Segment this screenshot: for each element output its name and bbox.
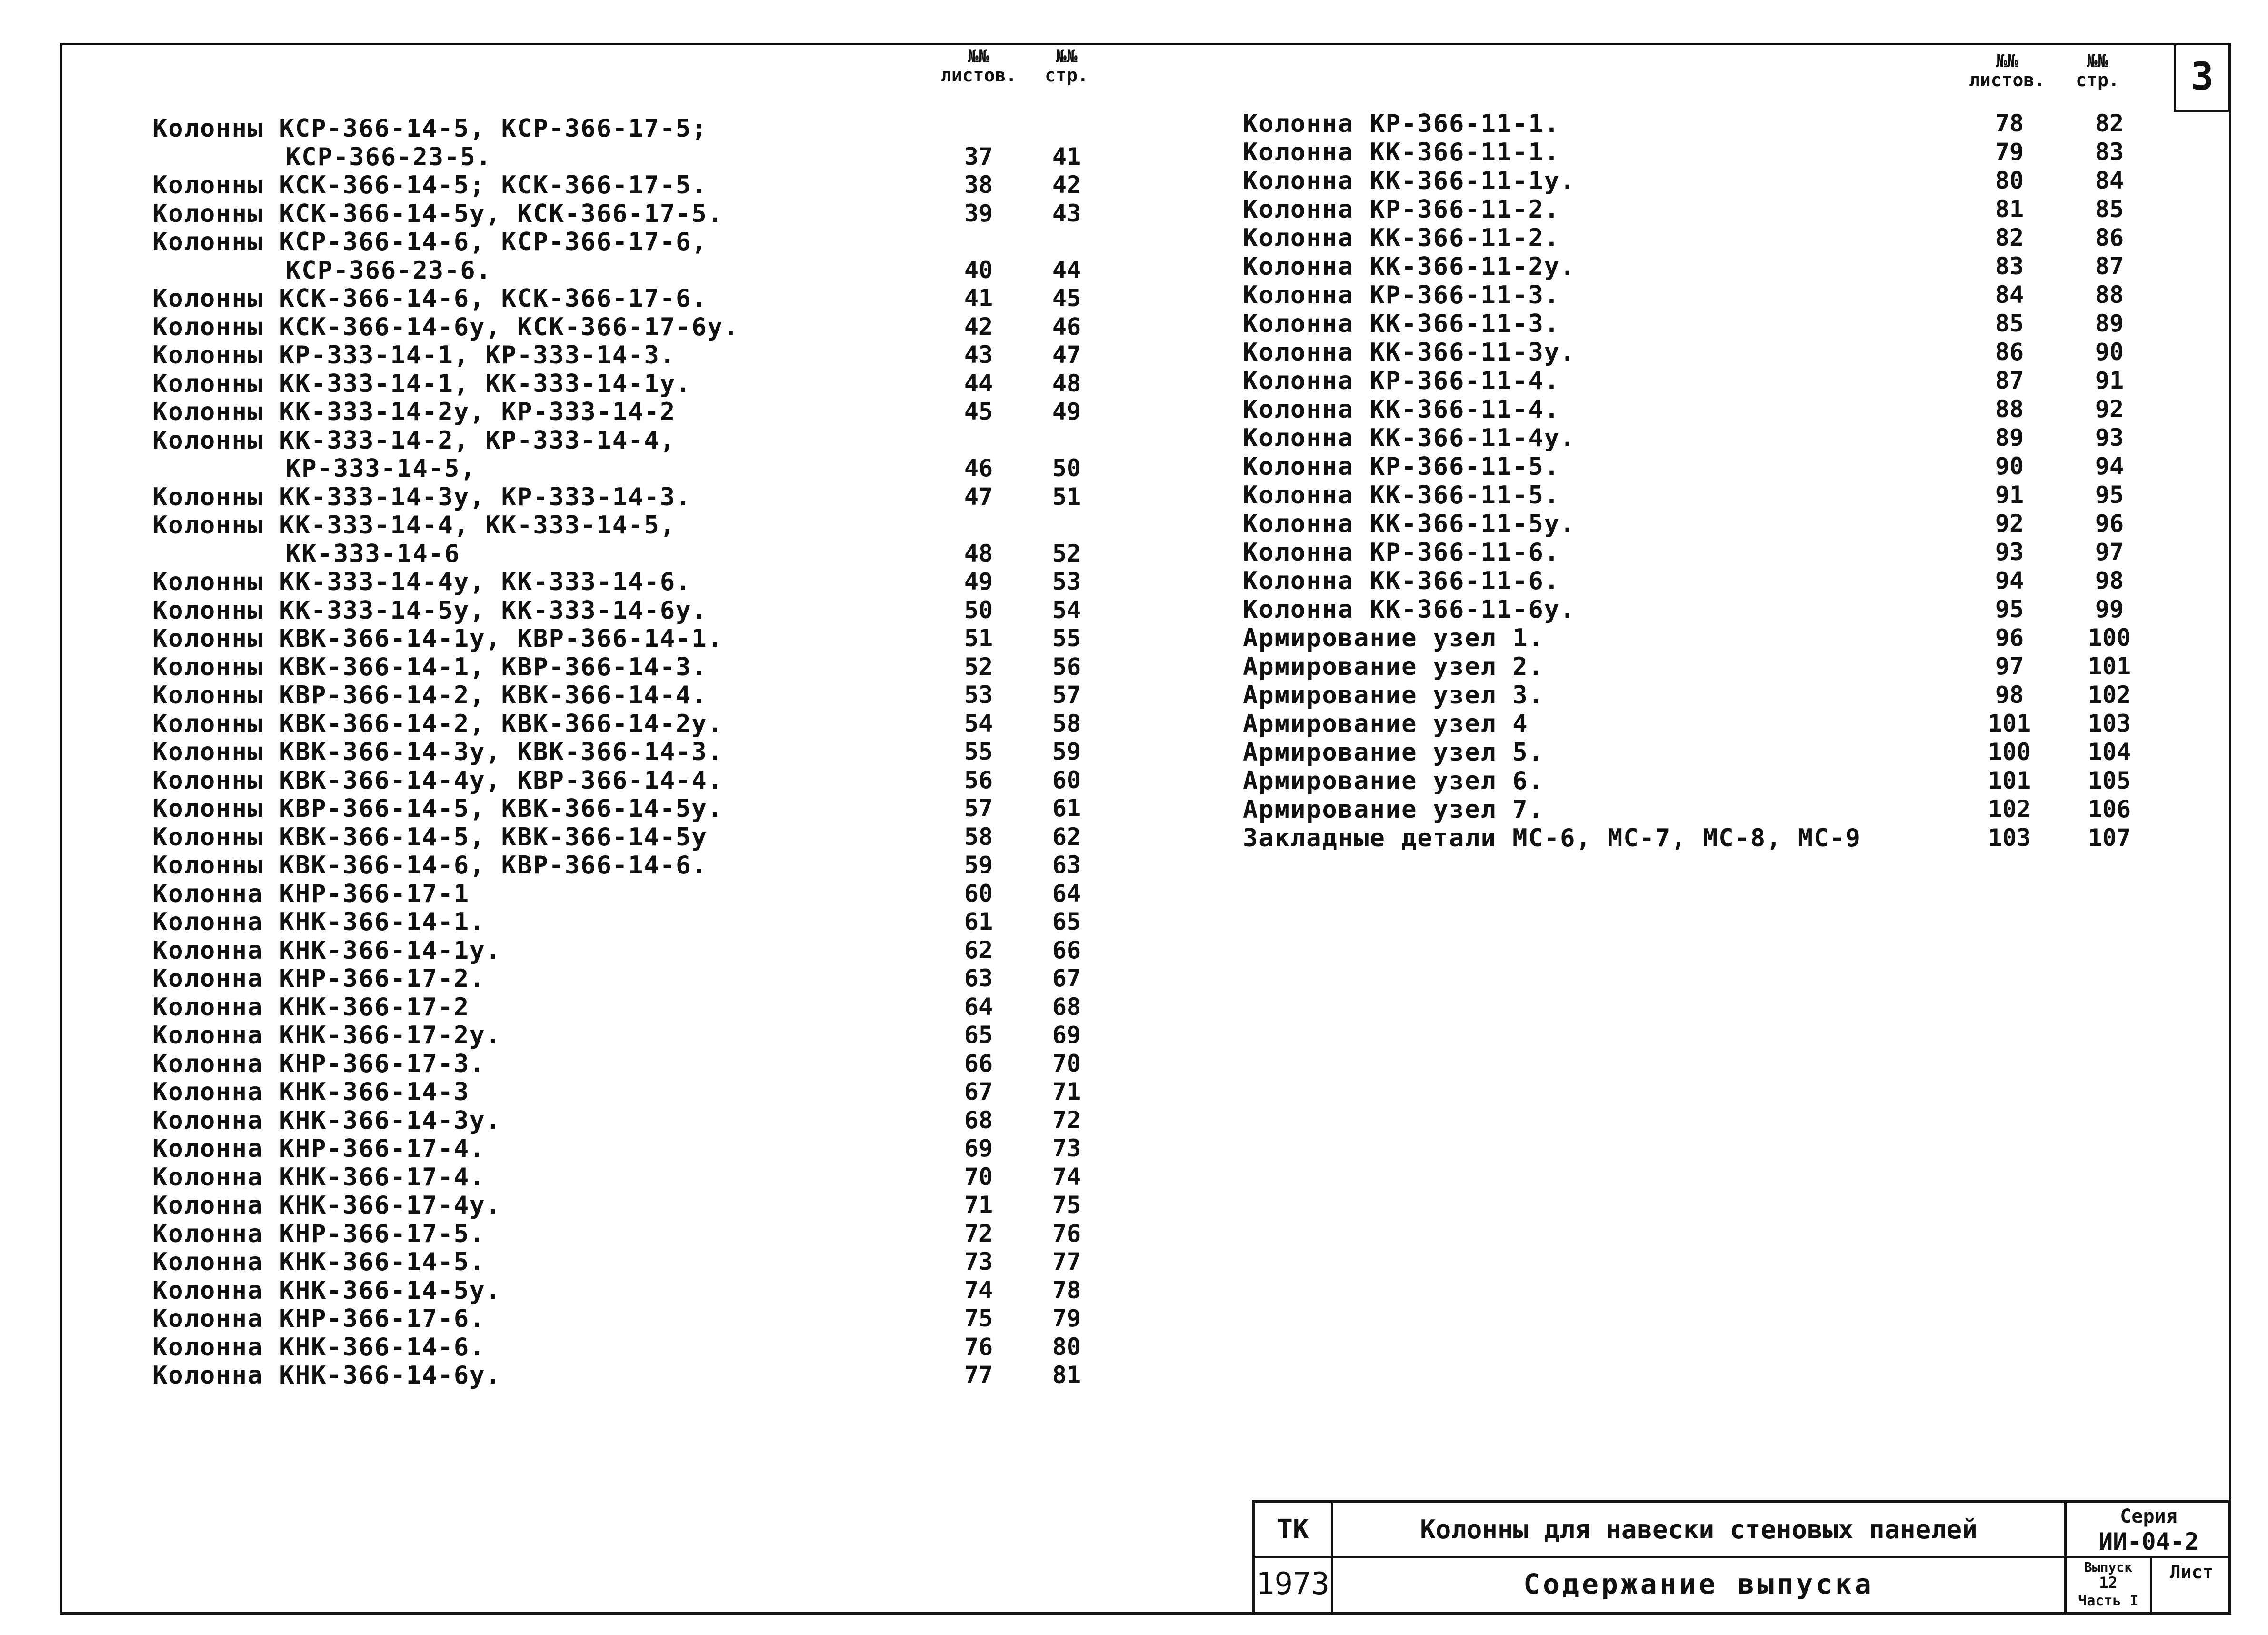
contents-entry-title: Колонны КК-333-14-2у, КР-333-14-2: [152, 398, 676, 426]
contents-entry-sheet-number: 78: [1995, 110, 2024, 137]
contents-entry-page-number: 85: [2095, 195, 2124, 223]
contents-entry-title: Колонны КК-333-14-2, КР-333-14-4,: [152, 426, 676, 455]
contents-entry-title: Колонна КК-366-11-5.: [1243, 481, 1560, 510]
contents-entry-page-number: 53: [1052, 568, 1081, 595]
contents-entry-title: Армирование узел 2.: [1243, 652, 1544, 681]
contents-entry-page-number: 69: [1052, 1021, 1081, 1049]
contents-entry-title: Колонны КВК-366-14-4у, КВР-366-14-4.: [152, 766, 724, 795]
contents-entry-page-number: 73: [1052, 1134, 1081, 1162]
contents-entry-sheet-number: 69: [964, 1134, 993, 1162]
contents-entry-sheet-number: 61: [964, 908, 993, 935]
contents-entry-title: КСР-366-23-5.: [286, 142, 492, 171]
contents-entry-title: Колонна КР-366-11-3.: [1243, 281, 1560, 310]
contents-entry-title: Колонна КК-366-11-2у.: [1243, 252, 1576, 281]
contents-entry-title: КР-333-14-5,: [286, 454, 476, 483]
contents-entry-page-number: 100: [2088, 624, 2131, 652]
contents-entry-sheet-number: 52: [964, 652, 993, 681]
contents-entry-page-number: 45: [1052, 284, 1081, 312]
contents-entry-page-number: 96: [2095, 510, 2124, 537]
contents-entry-title: Колонна КНР-366-17-5.: [152, 1219, 486, 1248]
contents-entry-title: Колонна КНК-366-14-6у.: [152, 1361, 501, 1390]
contents-entry-title: Колонны КК-333-14-5у, КК-333-14-6у.: [152, 596, 708, 625]
contents-entry-page-number: 64: [1052, 879, 1081, 907]
contents-entry-title: Колонна КК-366-11-5у.: [1243, 510, 1576, 538]
contents-entry-sheet-number: 84: [1995, 281, 2024, 309]
contents-entry-page-number: 83: [2095, 138, 2124, 166]
contents-entry-sheet-number: 80: [1995, 167, 2024, 194]
contents-entry-sheet-number: 87: [1995, 367, 2024, 394]
contents-entry-sheet-number: 40: [964, 256, 993, 284]
sheet-number: 3: [2174, 43, 2231, 112]
contents-entry-title: Колонна КНК-366-17-4.: [152, 1163, 486, 1192]
contents-entry-sheet-number: 62: [964, 936, 993, 964]
contents-entry-sheet-number: 79: [1995, 138, 2024, 166]
contents-entry-page-number: 49: [1052, 398, 1081, 425]
contents-entry-title: Колонна КНК-366-14-5у.: [152, 1276, 501, 1305]
contents-entry-sheet-number: 73: [964, 1248, 993, 1275]
contents-entry-page-number: 86: [2095, 224, 2124, 251]
title-block: [1252, 1500, 2231, 1615]
contents-entry-page-number: 105: [2088, 767, 2131, 794]
contents-entry-title: Колонны КВР-366-14-5, КВК-366-14-5у.: [152, 794, 724, 823]
contents-entry-sheet-number: 51: [964, 624, 993, 652]
contents-entry-title: Колонны КСК-366-14-5у, КСК-366-17-5.: [152, 199, 724, 228]
contents-entry-page-number: 68: [1052, 993, 1081, 1021]
contents-entry-sheet-number: 98: [1995, 681, 2024, 709]
contents-entry-page-number: 87: [2095, 252, 2124, 280]
contents-entry-sheet-number: 46: [964, 454, 993, 482]
contents-entry-page-number: 88: [2095, 281, 2124, 309]
contents-entry-page-number: 65: [1052, 908, 1081, 935]
contents-entry-page-number: 74: [1052, 1163, 1081, 1191]
contents-entry-title: Колонна КК-366-11-3.: [1243, 310, 1560, 338]
contents-entry-title: Колонна КНК-366-14-3: [152, 1078, 470, 1106]
contents-entry-sheet-number: 39: [964, 199, 993, 227]
contents-entry-page-number: 56: [1052, 652, 1081, 681]
contents-entry-page-number: 93: [2095, 424, 2124, 451]
contents-entry-page-number: 91: [2095, 367, 2124, 394]
contents-entry-page-number: 58: [1052, 709, 1081, 737]
contents-entry-sheet-number: 53: [964, 681, 993, 709]
contents-entry-sheet-number: 59: [964, 851, 993, 879]
contents-entry-title: Колонны КСР-366-14-5, КСР-366-17-5;: [152, 114, 708, 143]
contents-entry-title: КСР-366-23-6.: [286, 256, 492, 285]
contents-entry-title: КК-333-14-6: [286, 539, 460, 568]
contents-entry-title: Колонна КК-366-11-4у.: [1243, 424, 1576, 452]
contents-entry-title: Колонна КК-366-11-2.: [1243, 224, 1560, 252]
contents-entry-sheet-number: 58: [964, 823, 993, 851]
contents-entry-sheet-number: 77: [964, 1361, 993, 1389]
contents-entry-title: Колонна КНК-366-17-2: [152, 993, 470, 1022]
contents-entry-page-number: 78: [1052, 1276, 1081, 1304]
contents-entry-sheet-number: 91: [1995, 481, 2024, 509]
contents-entry-title: Колонны КВК-366-14-3у, КВК-366-14-3.: [152, 738, 724, 766]
right-header-pages: №№ стр.: [2076, 50, 2119, 90]
contents-entry-sheet-number: 56: [964, 766, 993, 794]
contents-entry-title: Колонны КК-333-14-3у, КР-333-14-3.: [152, 482, 692, 512]
contents-entry-title: Колонна КР-366-11-4.: [1243, 367, 1560, 395]
contents-entry-title: Колонны КВК-366-14-2, КВК-366-14-2у.: [152, 709, 724, 738]
contents-entry-sheet-number: 43: [964, 341, 993, 369]
contents-entry-page-number: 67: [1052, 964, 1081, 992]
contents-entry-title: Колонны КВК-366-14-1, КВР-366-14-3.: [152, 652, 708, 682]
contents-entry-sheet-number: 48: [964, 539, 993, 567]
contents-entry-page-number: 102: [2088, 681, 2131, 709]
contents-entry-sheet-number: 83: [1995, 252, 2024, 280]
contents-entry-sheet-number: 96: [1995, 624, 2024, 652]
contents-entry-sheet-number: 76: [964, 1333, 993, 1361]
contents-entry-page-number: 51: [1052, 482, 1081, 511]
contents-entry-page-number: 70: [1052, 1049, 1081, 1077]
title-block-issue-label: Выпуск: [2084, 1559, 2133, 1575]
contents-entry-sheet-number: 45: [964, 398, 993, 425]
contents-entry-page-number: 76: [1052, 1219, 1081, 1247]
contents-entry-title: Колонны КСК-366-14-6у, КСК-366-17-6у.: [152, 312, 739, 341]
contents-entry-title: Армирование узел 5.: [1243, 738, 1544, 767]
contents-entry-sheet-number: 64: [964, 993, 993, 1021]
contents-entry-page-number: 57: [1052, 681, 1081, 709]
contents-entry-sheet-number: 92: [1995, 510, 2024, 537]
contents-entry-sheet-number: 102: [1988, 795, 2031, 823]
contents-entry-sheet-number: 97: [1995, 652, 2024, 680]
contents-entry-sheet-number: 75: [964, 1304, 993, 1332]
right-header-sheets: №№ листов.: [1969, 50, 2046, 90]
contents-entry-sheet-number: 71: [964, 1191, 993, 1219]
contents-entry-title: Армирование узел 7.: [1243, 795, 1544, 824]
contents-entry-title: Колонна КК-366-11-4.: [1243, 395, 1560, 424]
contents-entry-sheet-number: 86: [1995, 338, 2024, 366]
contents-entry-page-number: 47: [1052, 341, 1081, 369]
contents-entry-title: Колонна КНР-366-17-3.: [152, 1049, 486, 1078]
contents-entry-title: Колонна КНК-366-17-4у.: [152, 1191, 501, 1220]
title-block-series-value: ИИ-04-2: [2098, 1528, 2199, 1555]
contents-entry-sheet-number: 57: [964, 794, 993, 822]
contents-entry-page-number: 52: [1052, 539, 1081, 567]
contents-entry-sheet-number: 88: [1995, 395, 2024, 423]
contents-entry-page-number: 46: [1052, 312, 1081, 341]
contents-entry-page-number: 43: [1052, 199, 1081, 227]
contents-entry-page-number: 89: [2095, 310, 2124, 337]
left-header-pages: №№ стр.: [1045, 46, 1089, 86]
contents-entry-page-number: 82: [2095, 110, 2124, 137]
contents-entry-title: Колонны КСК-366-14-6, КСК-366-17-6.: [152, 284, 708, 313]
contents-entry-page-number: 98: [2095, 567, 2124, 594]
contents-entry-page-number: 101: [2088, 652, 2131, 680]
contents-entry-sheet-number: 101: [1988, 710, 2031, 737]
contents-entry-title: Колонна КНК-366-14-5.: [152, 1248, 486, 1276]
contents-entry-sheet-number: 47: [964, 482, 993, 511]
contents-entry-sheet-number: 60: [964, 879, 993, 907]
contents-entry-title: Армирование узел 1.: [1243, 624, 1544, 652]
contents-entry-title: Колонны КСР-366-14-6, КСР-366-17-6,: [152, 228, 708, 256]
contents-entry-sheet-number: 50: [964, 596, 993, 624]
contents-entry-sheet-number: 54: [964, 709, 993, 737]
contents-entry-sheet-number: 94: [1995, 567, 2024, 594]
contents-entry-page-number: 94: [2095, 452, 2124, 480]
contents-entry-title: Колонна КНР-366-17-4.: [152, 1134, 486, 1163]
title-block-year: 1973: [1256, 1566, 1330, 1602]
contents-entry-sheet-number: 85: [1995, 310, 2024, 337]
contents-entry-page-number: 54: [1052, 596, 1081, 624]
contents-entry-title: Колонна КНК-366-14-1.: [152, 908, 486, 936]
contents-entry-page-number: 44: [1052, 256, 1081, 284]
contents-entry-title: Колонна КР-366-11-5.: [1243, 452, 1560, 481]
contents-entry-page-number: 97: [2095, 538, 2124, 566]
contents-entry-title: Колонна КНК-366-14-6.: [152, 1333, 486, 1362]
title-block-part-label: Часть I: [2078, 1592, 2138, 1609]
contents-entry-page-number: 71: [1052, 1078, 1081, 1105]
contents-entry-sheet-number: 67: [964, 1078, 993, 1105]
contents-entry-title: Колонна КР-366-11-6.: [1243, 538, 1560, 567]
contents-entry-title: Колонны КК-333-14-1, КК-333-14-1у.: [152, 369, 692, 398]
contents-entry-title: Колонны КВР-366-14-2, КВК-366-14-4.: [152, 681, 708, 710]
contents-entry-sheet-number: 82: [1995, 224, 2024, 251]
contents-entry-sheet-number: 42: [964, 312, 993, 341]
contents-entry-title: Колонна КНК-366-14-1у.: [152, 936, 501, 965]
contents-entry-page-number: 41: [1052, 142, 1081, 171]
title-block-title: Колонны для навески стеновых панелей: [1420, 1514, 1978, 1545]
contents-entry-title: Колонна КК-366-11-1.: [1243, 138, 1560, 167]
contents-entry-page-number: 92: [2095, 395, 2124, 423]
contents-entry-sheet-number: 89: [1995, 424, 2024, 451]
contents-entry-title: Колонны КВК-366-14-6, КВР-366-14-6.: [152, 851, 708, 880]
contents-entry-sheet-number: 41: [964, 284, 993, 312]
contents-entry-sheet-number: 101: [1988, 767, 2031, 794]
contents-entry-page-number: 48: [1052, 369, 1081, 397]
contents-entry-title: Колонна КНК-366-14-3у.: [152, 1106, 501, 1135]
contents-entry-page-number: 77: [1052, 1248, 1081, 1275]
contents-entry-title: Колонна КНК-366-17-2у.: [152, 1021, 501, 1050]
contents-entry-page-number: 79: [1052, 1304, 1081, 1332]
contents-entry-sheet-number: 68: [964, 1106, 993, 1134]
title-block-subtitle: Содержание выпуска: [1523, 1568, 1874, 1600]
title-block-code: ТК: [1277, 1514, 1309, 1545]
contents-entry-sheet-number: 63: [964, 964, 993, 992]
contents-entry-sheet-number: 74: [964, 1276, 993, 1304]
title-block-series-label: Серия: [2120, 1505, 2178, 1527]
contents-entry-title: Армирование узел 4: [1243, 710, 1529, 738]
contents-entry-title: Колонны КВК-366-14-5, КВК-366-14-5у: [152, 823, 708, 852]
contents-entry-title: Колонны КВК-366-14-1у, КВР-366-14-1.: [152, 624, 724, 653]
contents-entry-sheet-number: 55: [964, 738, 993, 765]
contents-entry-title: Армирование узел 3.: [1243, 681, 1544, 710]
contents-entry-page-number: 81: [1052, 1361, 1081, 1389]
contents-entry-title: Армирование узел 6.: [1243, 767, 1544, 795]
contents-entry-sheet-number: 37: [964, 142, 993, 171]
contents-entry-page-number: 55: [1052, 624, 1081, 652]
contents-entry-sheet-number: 38: [964, 171, 993, 199]
contents-entry-title: Колонна КНР-366-17-1: [152, 879, 470, 908]
contents-entry-page-number: 90: [2095, 338, 2124, 366]
contents-entry-title: Колонна КК-366-11-6у.: [1243, 595, 1576, 624]
contents-entry-page-number: 50: [1052, 454, 1081, 482]
contents-entry-sheet-number: 95: [1995, 595, 2024, 623]
title-block-sheet-label: Лист: [2169, 1562, 2214, 1583]
contents-entry-sheet-number: 81: [1995, 195, 2024, 223]
contents-entry-page-number: 63: [1052, 851, 1081, 879]
contents-entry-page-number: 95: [2095, 481, 2124, 509]
contents-entry-sheet-number: 100: [1988, 738, 2031, 766]
contents-entry-sheet-number: 44: [964, 369, 993, 397]
contents-entry-sheet-number: 65: [964, 1021, 993, 1049]
contents-entry-page-number: 84: [2095, 167, 2124, 194]
contents-entry-sheet-number: 70: [964, 1163, 993, 1191]
contents-entry-page-number: 66: [1052, 936, 1081, 964]
left-header-sheets: №№ листов.: [940, 46, 1017, 86]
contents-entry-title: Колонны КК-333-14-4, КК-333-14-5,: [152, 511, 676, 540]
contents-entry-page-number: 60: [1052, 766, 1081, 794]
contents-entry-title: Колонна КНР-366-17-2.: [152, 964, 486, 993]
contents-entry-sheet-number: 90: [1995, 452, 2024, 480]
contents-entry-title: Колонны КР-333-14-1, КР-333-14-3.: [152, 341, 676, 370]
contents-entry-sheet-number: 93: [1995, 538, 2024, 566]
contents-entry-page-number: 103: [2088, 710, 2131, 737]
contents-entry-title: Колонна КК-366-11-6.: [1243, 567, 1560, 595]
contents-entry-title: Колонны КСК-366-14-5; КСК-366-17-5.: [152, 171, 708, 200]
contents-entry-page-number: 80: [1052, 1333, 1081, 1361]
contents-entry-title: Колонна КК-366-11-1у.: [1243, 167, 1576, 195]
contents-entry-title: Закладные детали МС-6, МС-7, МС-8, МС-9: [1243, 824, 1861, 853]
contents-entry-page-number: 59: [1052, 738, 1081, 765]
contents-entry-sheet-number: 49: [964, 568, 993, 595]
contents-entry-page-number: 99: [2095, 595, 2124, 623]
contents-entry-page-number: 72: [1052, 1106, 1081, 1134]
contents-entry-title: Колонна КР-366-11-2.: [1243, 195, 1560, 224]
contents-entry-sheet-number: 103: [1988, 824, 2031, 852]
contents-entry-sheet-number: 66: [964, 1049, 993, 1077]
title-block-issue-value: 12: [2099, 1574, 2118, 1592]
contents-entry-page-number: 107: [2088, 824, 2131, 852]
contents-entry-title: Колонна КК-366-11-3у.: [1243, 338, 1576, 367]
contents-entry-title: Колонна КР-366-11-1.: [1243, 110, 1560, 138]
contents-entry-page-number: 42: [1052, 171, 1081, 199]
contents-entry-title: Колонна КНР-366-17-6.: [152, 1304, 486, 1333]
contents-entry-sheet-number: 72: [964, 1219, 993, 1247]
contents-entry-title: Колонны КК-333-14-4у, КК-333-14-6.: [152, 568, 692, 596]
contents-entry-page-number: 61: [1052, 794, 1081, 822]
contents-entry-page-number: 62: [1052, 823, 1081, 851]
contents-entry-page-number: 75: [1052, 1191, 1081, 1219]
contents-entry-page-number: 106: [2088, 795, 2131, 823]
contents-entry-page-number: 104: [2088, 738, 2131, 766]
